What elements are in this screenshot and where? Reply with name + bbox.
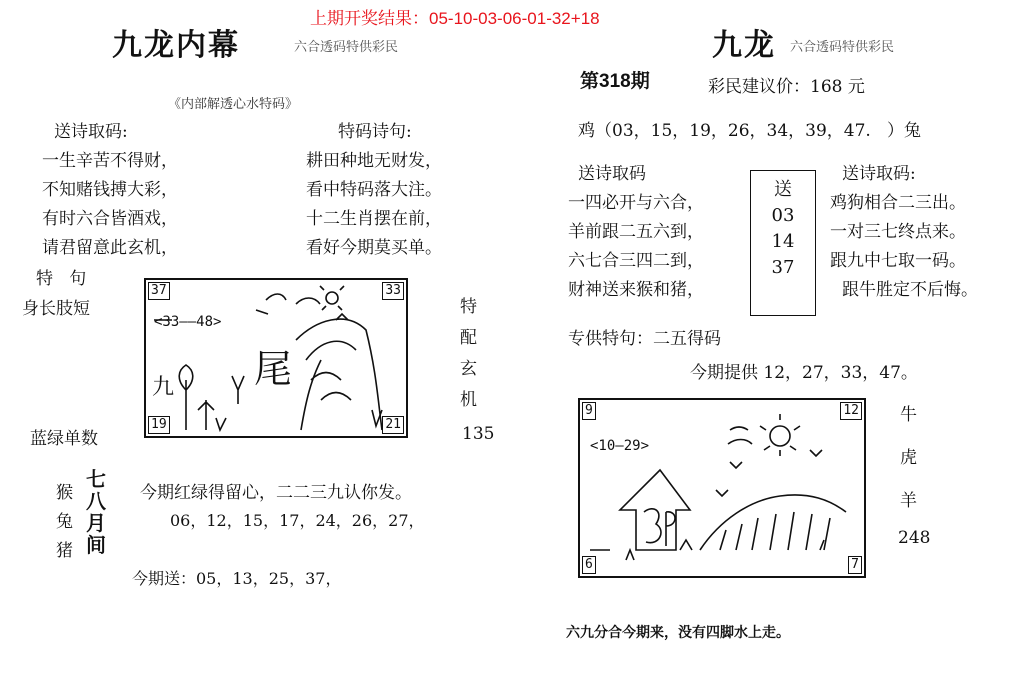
poem-line: 不知赌钱搏大彩， (42, 180, 178, 200)
internal-note: 《内部解透心水特码》 (168, 97, 299, 112)
numbers-line: 06，12，15，17，24，26，27， (170, 511, 425, 530)
months-vertical (86, 468, 106, 556)
left-poem-left (42, 118, 178, 263)
send-line: 今期送：05，13，25，37， (132, 569, 342, 588)
gift-number: 14 (771, 231, 795, 252)
left-sketch-box (144, 278, 408, 438)
sketch-corner-tr: 33 (382, 282, 404, 300)
poem-line: 耕田种地无财发， (306, 151, 442, 171)
left-side-number: 135 (462, 424, 495, 444)
side-char: 虎 (900, 448, 917, 468)
special-label: 特 句 (36, 269, 87, 289)
suggested-price: 彩民建议价：168 元 (708, 77, 865, 97)
gift-label: 送 (774, 179, 792, 200)
poem-line: 一对三七终点来。 (830, 222, 966, 242)
right-sketch-box (578, 398, 866, 578)
special-line: 专供特句：二五得码 (568, 329, 721, 349)
right-title: 九龙 (712, 28, 776, 63)
right-poem-left (568, 160, 704, 305)
footer-line: 六九分合今期来，没有四脚水上走。 (566, 625, 790, 641)
chicken-line: 鸡（03，15，19，26，34，39，47. ）兔 (578, 121, 922, 141)
sketch-corner-tl: 9 (582, 402, 596, 420)
side-char: 配 (460, 328, 477, 348)
side-char: 牛 (900, 405, 917, 425)
last-result-banner: 上期开奖结果：05-10-03-06-01-32+18 (310, 9, 600, 28)
poem-line: 一生辛苦不得财， (42, 151, 178, 171)
month-char: 月 (86, 511, 106, 535)
side-char: 特 (460, 297, 477, 317)
poem-line: 有时六合皆酒戏， (42, 209, 178, 229)
month-char: 八 (86, 489, 106, 513)
poem-line: 鸡狗相合二三出。 (830, 193, 966, 213)
left-poem-right (306, 118, 442, 263)
zodiac-char: 猴 (56, 483, 73, 503)
side-char: 玄 (460, 359, 477, 379)
special-text: 身长肢短 (22, 299, 90, 319)
zodiac-char: 猪 (56, 541, 73, 561)
left-side-vertical (460, 292, 477, 410)
gift-number-box (750, 170, 816, 316)
poem-line: 看中特码落大注。 (306, 180, 442, 200)
right-side-vertical (900, 400, 917, 511)
poem-line: 羊前跟二五六到， (568, 222, 704, 242)
color-hint: 蓝绿单数 (30, 429, 98, 449)
sketch-scribble-range: <10—29> (590, 438, 650, 454)
month-char: 七 (86, 467, 106, 491)
sketch-corner-bl: 19 (148, 416, 170, 434)
poem-line: 财神送来猴和猪， (568, 280, 704, 300)
right-subtitle: 六合透码特供彩民 (790, 40, 895, 55)
left-subtitle: 六合透码特供彩民 (294, 40, 399, 55)
gift-number: 37 (771, 257, 795, 278)
poem-line: 一四必开与六合， (568, 193, 704, 213)
right-side-number: 248 (898, 528, 931, 548)
sketch-corner-tl: 37 (148, 282, 170, 300)
left-title: 九龙内幕 (112, 28, 240, 63)
month-char: 间 (86, 533, 106, 557)
sketch-char-wei: 尾 (254, 347, 293, 391)
side-char: 机 (460, 390, 477, 410)
right-poem-right (830, 160, 978, 305)
poem-line: 看好今期莫买单。 (306, 238, 442, 258)
poem-heading: 送诗取码 (578, 164, 646, 184)
red-green-line: 今期红绿得留心，二二三九认你发。 (140, 483, 412, 503)
poem-line: 十二生肖摆在前， (306, 209, 442, 229)
sketch-scribble-range: <33——48> (154, 314, 222, 330)
right-sketch-drawing (580, 400, 864, 576)
provide-line: 今期提供 12，27，33，47。 (690, 363, 918, 383)
sketch-corner-tr: 12 (840, 402, 862, 420)
sketch-corner-br: 21 (382, 416, 404, 434)
poem-heading: 特码诗句: (338, 122, 412, 142)
poem-heading: 送诗取码: (842, 164, 916, 184)
sketch-char-jiu: 九 (152, 375, 175, 400)
sketch-corner-br: 7 (848, 556, 862, 574)
zodiac-vertical (56, 478, 73, 561)
poem-line: 跟牛胜定不后悔。 (842, 280, 978, 300)
issue-number: 第318期 (580, 71, 650, 92)
side-char: 羊 (900, 491, 917, 511)
poem-heading: 送诗取码: (54, 122, 128, 142)
gift-number: 03 (771, 205, 795, 226)
poem-line: 请君留意此玄机， (42, 238, 178, 258)
sketch-corner-bl: 6 (582, 556, 596, 574)
poem-line: 跟九中七取一码。 (830, 251, 966, 271)
zodiac-char: 兔 (56, 512, 73, 532)
poem-line: 六七合三四二到， (568, 251, 704, 271)
